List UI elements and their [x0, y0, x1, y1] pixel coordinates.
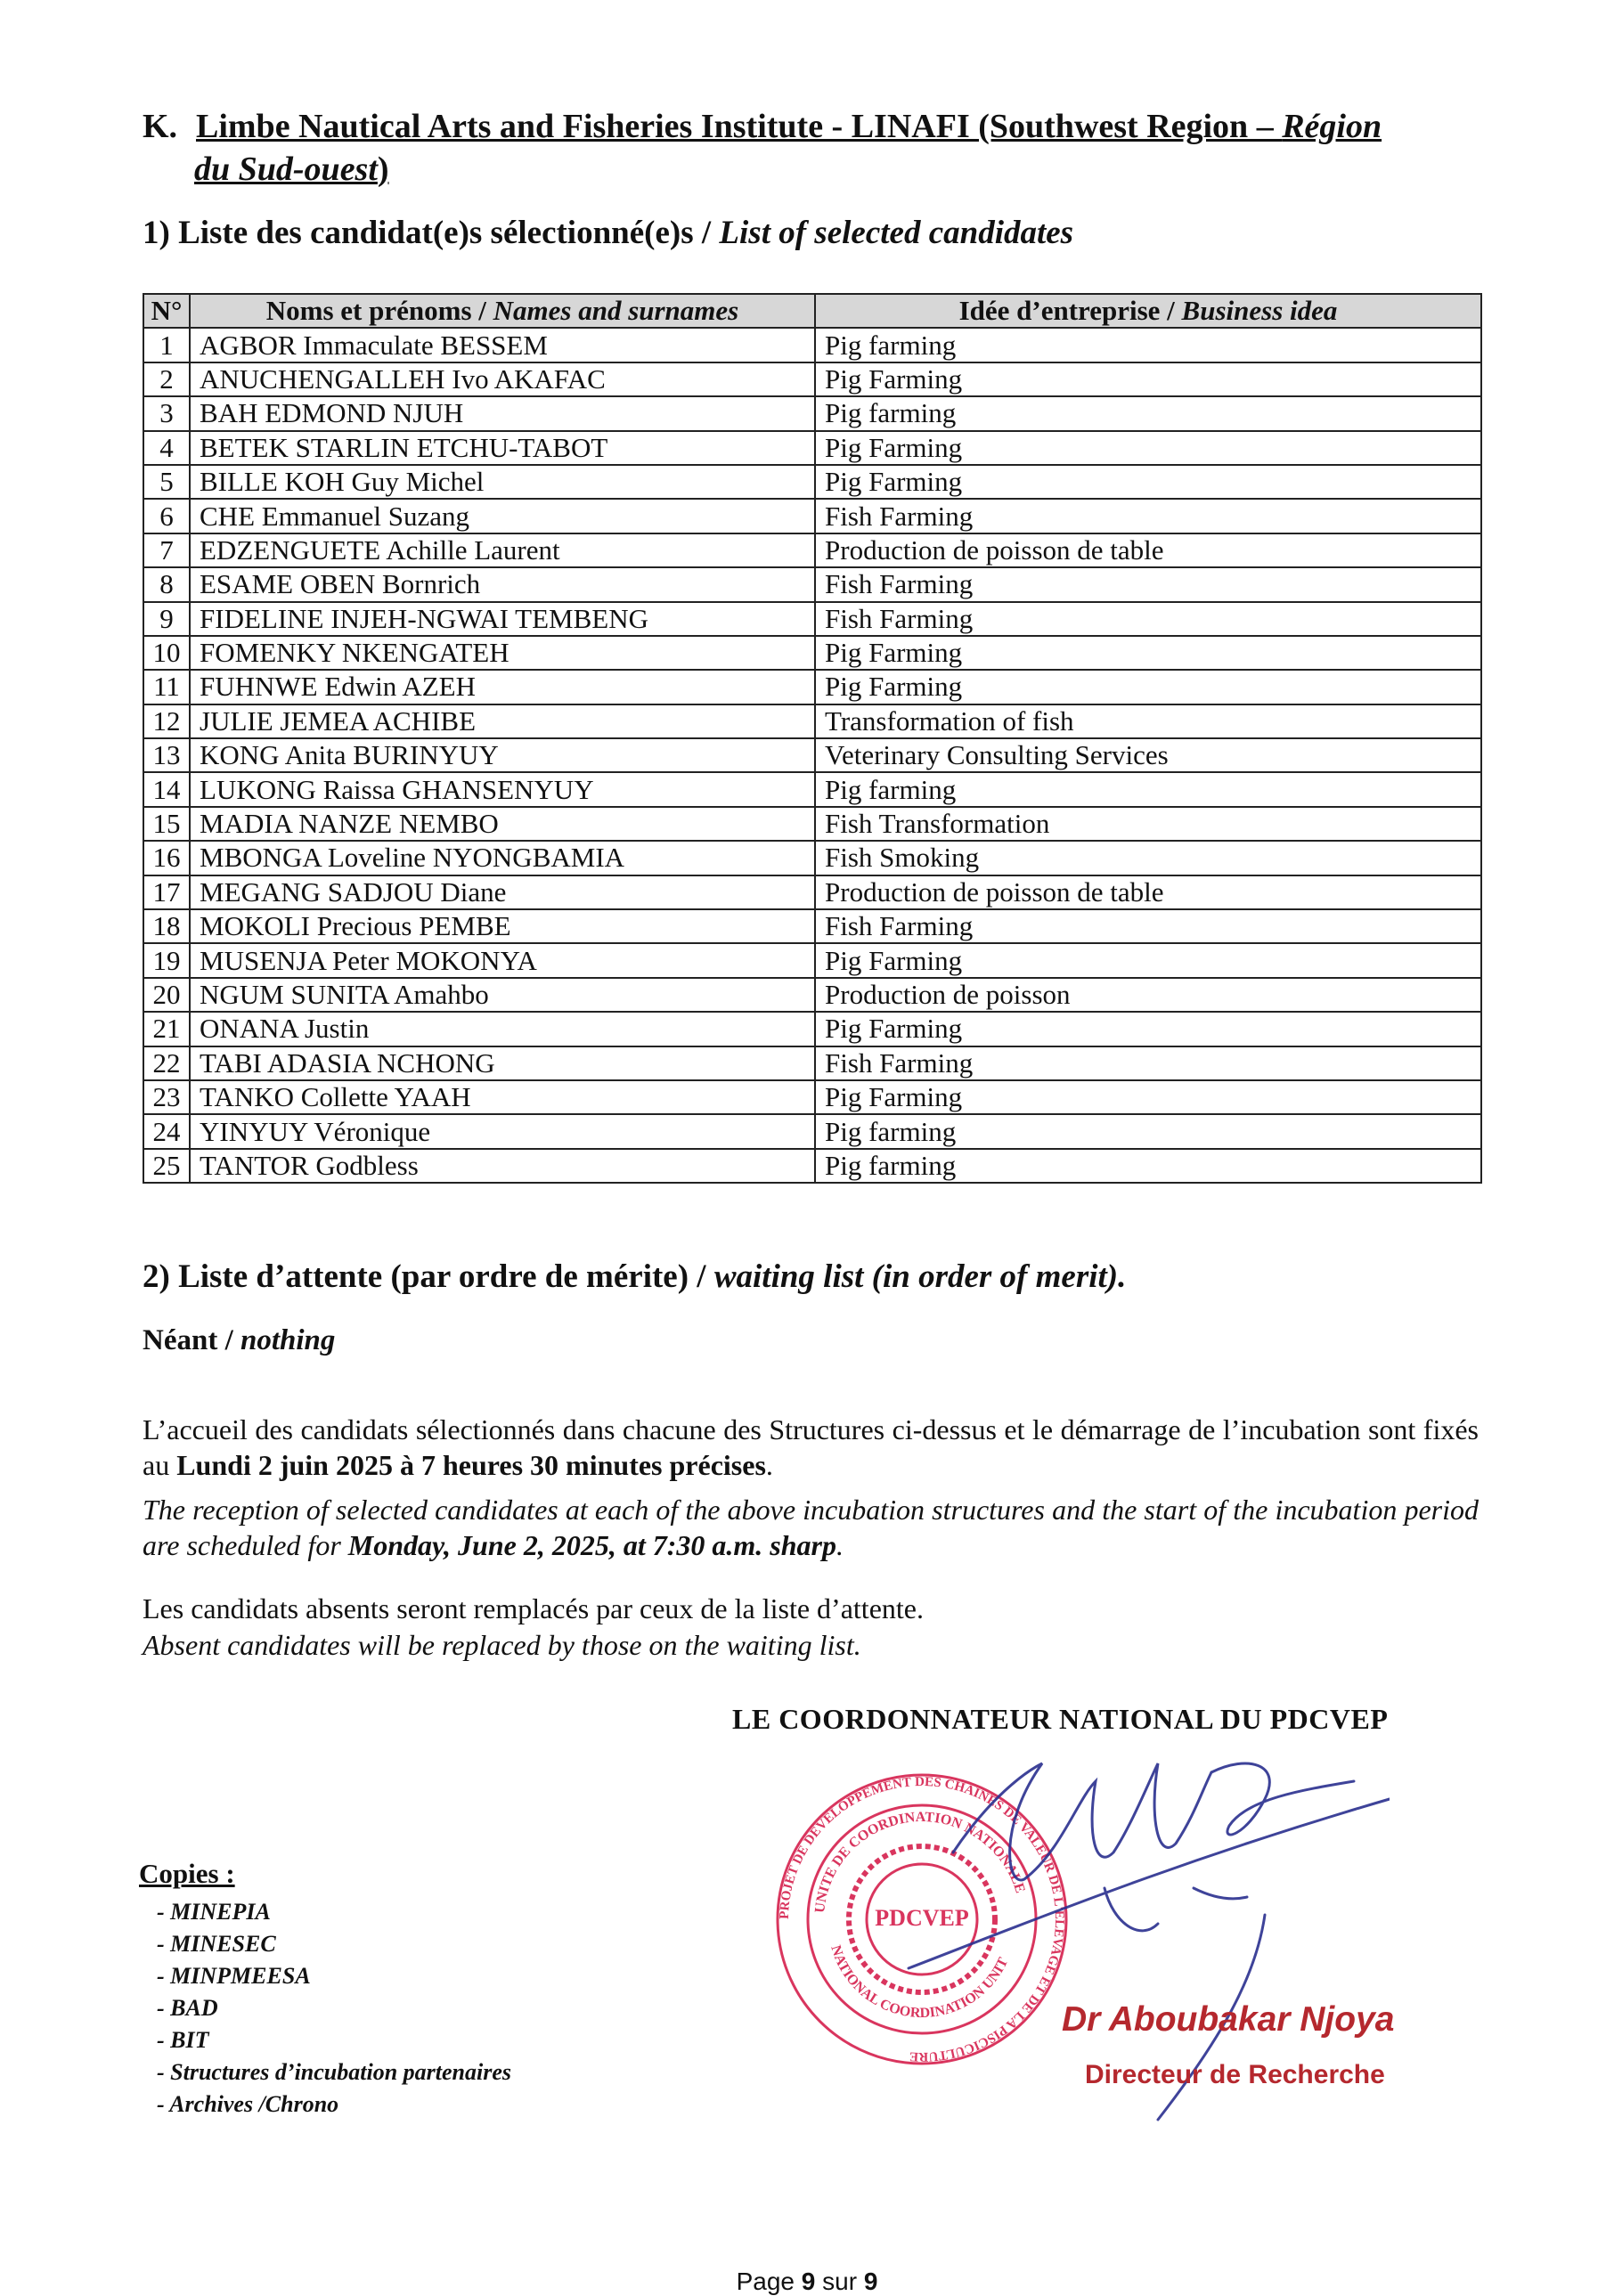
- cell-name: TANKO Collette YAAH: [190, 1080, 815, 1114]
- cell-name: YINYUY Véronique: [190, 1114, 815, 1148]
- cell-number: 12: [143, 704, 190, 738]
- selected-heading: [143, 214, 1073, 252]
- cell-number: 25: [143, 1149, 190, 1183]
- cell-idea: Pig Farming: [815, 1012, 1481, 1046]
- stamp-outer-text: PROJET DE DEVELOPPEMENT DES CHAINES DE VALEUR DE L'ELEVAGE ET DE LA PISCICULTURE: [777, 1774, 1067, 2064]
- cell-name: FIDELINE INJEH-NGWAI TEMBENG: [190, 602, 815, 636]
- cell-idea: Fish Transformation: [815, 807, 1481, 841]
- copies-label: Copies :: [139, 1858, 235, 1889]
- absent-en: Absent candidates will be replaced by those on the waiting list.: [143, 1629, 861, 1661]
- cell-name: MOKOLI Precious PEMBE: [190, 909, 815, 943]
- copy-recipient: - MINESEC: [157, 1931, 276, 1957]
- table-row: [143, 396, 1481, 430]
- cell-idea: Pig Farming: [815, 362, 1481, 396]
- table-row: [143, 431, 1481, 465]
- table-row: [143, 328, 1481, 362]
- cell-idea: Pig Farming: [815, 636, 1481, 670]
- copy-recipient: - MINPMEESA: [157, 1963, 311, 1989]
- cell-name: MBONGA Loveline NYONGBAMIA: [190, 841, 815, 875]
- stamp-bottom-text: NATIONAL COORDINATION UNIT: [827, 1943, 1012, 2022]
- section-title-line2-italic: du Sud-ouest: [194, 151, 378, 188]
- section-title-line1: Limbe Nautical Arts and Fisheries Institute - LINAFI (Southwest Region –: [196, 108, 1283, 145]
- table-row: [143, 943, 1481, 977]
- stamp-top-text: UNITE DE COORDINATION NATIONALE: [812, 1809, 1028, 1914]
- col-header-idea-italic: Business idea: [1181, 295, 1338, 327]
- page-footer: [0, 2268, 1614, 2296]
- cell-idea: Production de poisson de table: [815, 533, 1481, 567]
- section-title: [143, 105, 1496, 191]
- notice-fr-end: .: [765, 1449, 773, 1481]
- cell-name: JULIE JEMEA ACHIBE: [190, 704, 815, 738]
- section-title-close: ): [377, 151, 389, 188]
- cell-number: 9: [143, 602, 190, 636]
- cell-number: 14: [143, 772, 190, 806]
- table-row: [143, 841, 1481, 875]
- cell-name: KONG Anita BURINYUY: [190, 738, 815, 772]
- cell-idea: Veterinary Consulting Services: [815, 738, 1481, 772]
- cell-number: 3: [143, 396, 190, 430]
- cell-number: 7: [143, 533, 190, 567]
- cell-name: NGUM SUNITA Amahbo: [190, 978, 815, 1012]
- table-row: [143, 1080, 1481, 1114]
- table-row: [143, 567, 1481, 601]
- cell-number: 22: [143, 1046, 190, 1080]
- cell-name: MADIA NANZE NEMBO: [190, 807, 815, 841]
- table-row: [143, 1012, 1481, 1046]
- copy-recipient: - Structures d’incubation partenaires: [157, 2059, 512, 2085]
- cell-name: TANTOR Godbless: [190, 1149, 815, 1183]
- cell-idea: Transformation of fish: [815, 704, 1481, 738]
- stamp-center-text: PDCVEP: [875, 1905, 969, 1931]
- cell-name: FOMENKY NKENGATEH: [190, 636, 815, 670]
- cell-number: 10: [143, 636, 190, 670]
- cell-name: BAH EDMOND NJUH: [190, 396, 815, 430]
- cell-idea: Pig Farming: [815, 1080, 1481, 1114]
- table-row: [143, 738, 1481, 772]
- notice-fr-text: L’accueil des candidats sélectionnés dans chacune des Structures ci-dessus et le démarrage de l’incubation sont fixés au: [143, 1413, 1479, 1481]
- table-row: [143, 875, 1481, 909]
- cell-number: 23: [143, 1080, 190, 1114]
- cell-name: ANUCHENGALLEH Ivo AKAFAC: [190, 362, 815, 396]
- table-row: [143, 772, 1481, 806]
- cell-number: 16: [143, 841, 190, 875]
- footer-page-label: Page: [736, 2268, 802, 2295]
- cell-number: 24: [143, 1114, 190, 1148]
- notice-fr: [143, 1412, 1479, 1483]
- cell-idea: Pig Farming: [815, 431, 1481, 465]
- cell-number: 4: [143, 431, 190, 465]
- waiting-heading-text: 2) Liste d’attente (par ordre de mérite) /: [143, 1258, 714, 1295]
- notice-en-text: The reception of selected candidates at each of the above incubation structures and the start of the incubation period are scheduled for: [143, 1494, 1479, 1561]
- footer-page-number: 9: [801, 2268, 816, 2295]
- cell-idea: Pig Farming: [815, 465, 1481, 499]
- cell-name: ESAME OBEN Bornrich: [190, 567, 815, 601]
- cell-idea: Pig Farming: [815, 670, 1481, 704]
- copy-recipient: - Archives /Chrono: [157, 2091, 339, 2117]
- table-row: [143, 636, 1481, 670]
- notice-en: [143, 1492, 1479, 1563]
- notice-en-date: Monday, June 2, 2025, at 7:30 a.m. sharp: [347, 1529, 836, 1561]
- table-row: [143, 602, 1481, 636]
- copy-recipient: - BAD: [157, 1995, 218, 2021]
- cell-number: 18: [143, 909, 190, 943]
- col-header-name-italic: Names and surnames: [493, 295, 739, 327]
- cell-name: BILLE KOH Guy Michel: [190, 465, 815, 499]
- cell-name: MUSENJA Peter MOKONYA: [190, 943, 815, 977]
- cell-idea: Fish Farming: [815, 602, 1481, 636]
- cell-idea: Pig Farming: [815, 943, 1481, 977]
- footer-page-total: 9: [863, 2268, 878, 2295]
- col-header-name: [190, 294, 815, 328]
- cell-idea: Pig farming: [815, 328, 1481, 362]
- cell-number: 1: [143, 328, 190, 362]
- signatory-role: Directeur de Recherche: [1085, 2060, 1385, 2089]
- cell-number: 6: [143, 499, 190, 533]
- cell-idea: Pig farming: [815, 1114, 1481, 1148]
- selected-candidates-table: [143, 293, 1482, 1184]
- selected-heading-text: 1) Liste des candidat(e)s sélectionné(e)s /: [143, 215, 720, 251]
- cell-name: BETEK STARLIN ETCHU-TABOT: [190, 431, 815, 465]
- table-header-row: [143, 294, 1481, 328]
- cell-idea: Fish Smoking: [815, 841, 1481, 875]
- table-row: [143, 1114, 1481, 1148]
- coordinator-title: LE COORDONNATEUR NATIONAL DU PDCVEP: [732, 1703, 1389, 1735]
- cell-name: CHE Emmanuel Suzang: [190, 499, 815, 533]
- table-body: [143, 328, 1481, 1183]
- table-row: [143, 978, 1481, 1012]
- cell-name: EDZENGUETE Achille Laurent: [190, 533, 815, 567]
- cell-idea: Fish Farming: [815, 1046, 1481, 1080]
- copy-recipient: - MINEPIA: [157, 1899, 271, 1925]
- cell-number: 2: [143, 362, 190, 396]
- footer-sep: sur: [815, 2268, 864, 2295]
- cell-name: AGBOR Immaculate BESSEM: [190, 328, 815, 362]
- col-header-idea-text: Idée d’entreprise /: [958, 295, 1182, 327]
- cell-name: FUHNWE Edwin AZEH: [190, 670, 815, 704]
- waiting-status-text: Néant /: [143, 1324, 240, 1356]
- table-row: [143, 1149, 1481, 1183]
- waiting-status: [143, 1324, 335, 1357]
- notice-en-end: .: [836, 1529, 844, 1561]
- table-row: [143, 1046, 1481, 1080]
- selected-heading-italic: List of selected candidates: [719, 215, 1074, 251]
- waiting-heading: [143, 1258, 1126, 1296]
- table-row: [143, 499, 1481, 533]
- cell-number: 11: [143, 670, 190, 704]
- cell-number: 19: [143, 943, 190, 977]
- cell-number: 8: [143, 567, 190, 601]
- cell-idea: Pig farming: [815, 396, 1481, 430]
- cell-name: ONANA Justin: [190, 1012, 815, 1046]
- table-row: [143, 909, 1481, 943]
- table-row: [143, 704, 1481, 738]
- col-header-idea: [815, 294, 1481, 328]
- cell-name: TABI ADASIA NCHONG: [190, 1046, 815, 1080]
- table-row: [143, 362, 1481, 396]
- cell-number: 21: [143, 1012, 190, 1046]
- cell-number: 15: [143, 807, 190, 841]
- absent-fr: Les candidats absents seront remplacés par ceux de la liste d’attente.: [143, 1592, 924, 1624]
- section-letter: K.: [143, 108, 178, 145]
- cell-idea: Pig farming: [815, 772, 1481, 806]
- cell-number: 17: [143, 875, 190, 909]
- cell-name: LUKONG Raissa GHANSENYUY: [190, 772, 815, 806]
- col-header-name-text: Noms et prénoms /: [265, 295, 493, 327]
- table-row: [143, 670, 1481, 704]
- table-row: [143, 807, 1481, 841]
- cell-idea: Fish Farming: [815, 567, 1481, 601]
- notice-fr-date: Lundi 2 juin 2025 à 7 heures 30 minutes précises: [176, 1449, 766, 1481]
- copy-recipient: - BIT: [157, 2027, 209, 2053]
- section-title-line1-italic: Région: [1282, 108, 1382, 145]
- waiting-heading-italic: waiting list (in order of merit).: [713, 1258, 1127, 1295]
- col-header-number: N°: [143, 294, 190, 328]
- table-row: [143, 465, 1481, 499]
- cell-idea: Production de poisson: [815, 978, 1481, 1012]
- cell-idea: Production de poisson de table: [815, 875, 1481, 909]
- cell-number: 13: [143, 738, 190, 772]
- cell-number: 20: [143, 978, 190, 1012]
- waiting-status-italic: nothing: [240, 1324, 336, 1356]
- signatory-name: Dr Aboubakar Njoya: [1062, 2000, 1395, 2039]
- cell-idea: Fish Farming: [815, 909, 1481, 943]
- table-row: [143, 533, 1481, 567]
- cell-number: 5: [143, 465, 190, 499]
- cell-idea: Pig farming: [815, 1149, 1481, 1183]
- cell-idea: Fish Farming: [815, 499, 1481, 533]
- cell-name: MEGANG SADJOU Diane: [190, 875, 815, 909]
- copies-list: [157, 1896, 511, 2121]
